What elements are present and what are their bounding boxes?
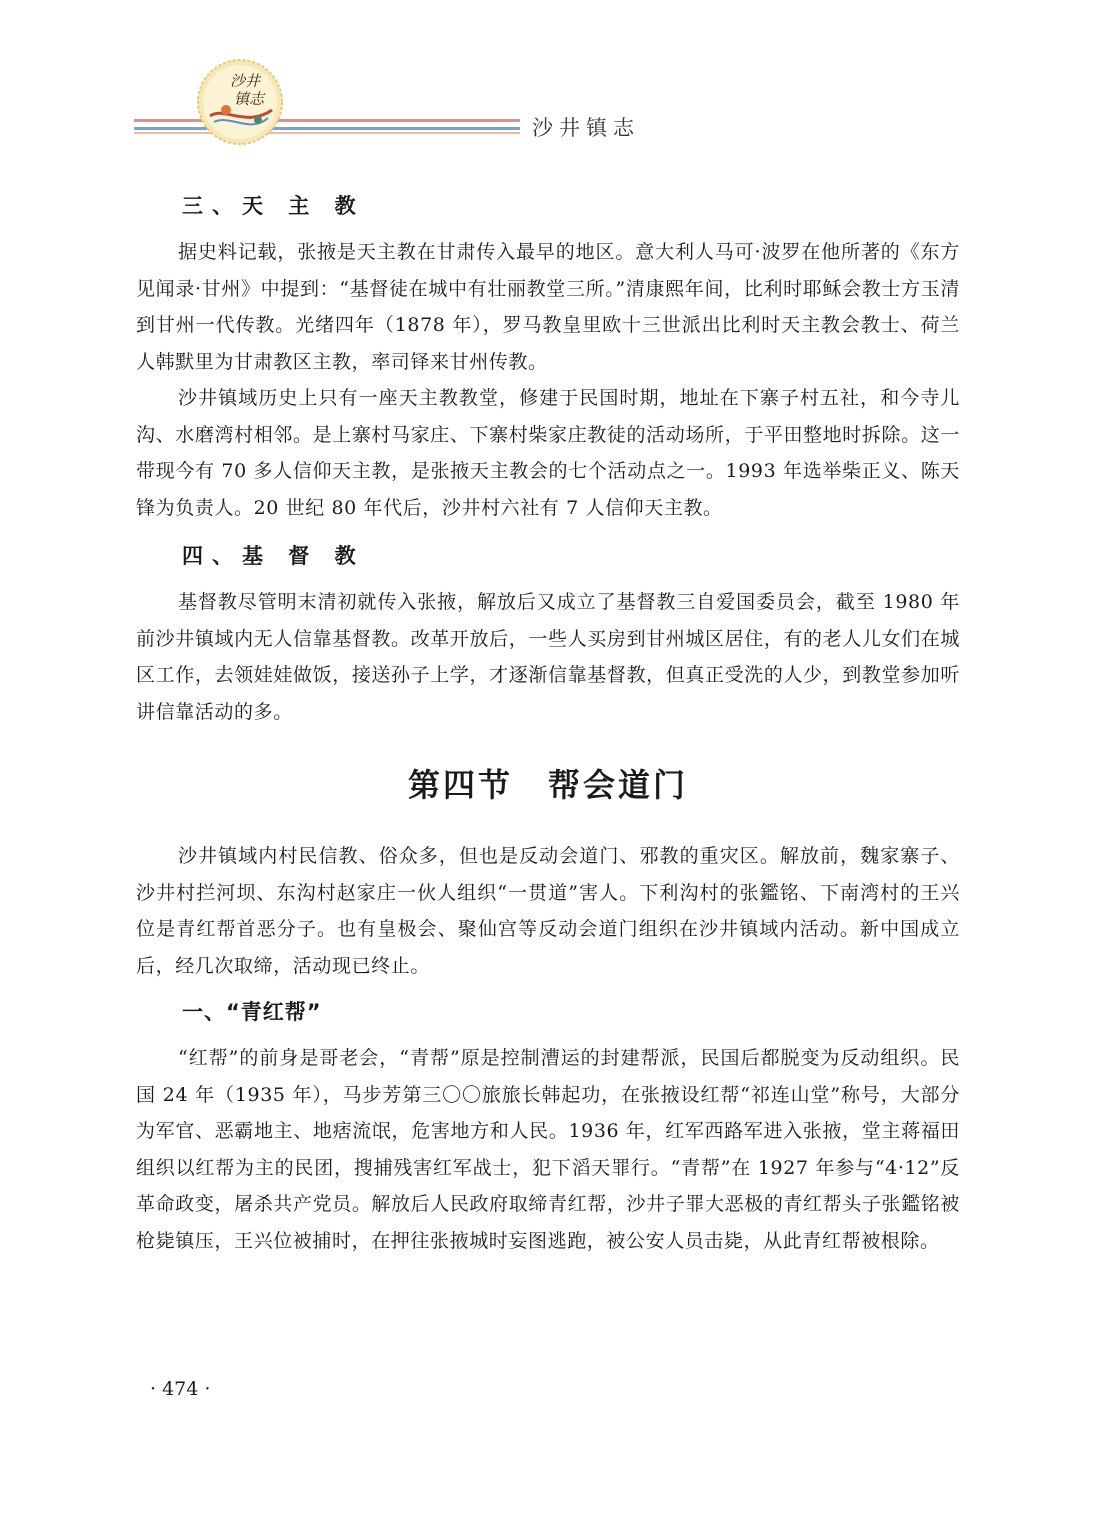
header-rule-red	[134, 119, 520, 122]
heading-qinghong: 一、“青红帮”	[182, 1000, 322, 1024]
paragraph-section-intro: 沙井镇域内村民信教、俗众多，但也是反动会道门、邪教的重灾区。解放前，魏家寨子、沙井村拦河坝、东沟村赵家庄一伙人组织“一贯道”害人。下利沟村的张鑑铭、下南湾村的王兴位是青红帮首恶分子。也有皇极会、聚仙宫等反动会道门组织在沙井镇域内活动。新中国成立后，经几次取缔，活动现已终止。	[136, 845, 960, 977]
town-gazetteer-logo-icon	[196, 58, 284, 146]
heading-christian: 四、基 督 教	[182, 544, 365, 568]
svg-text:沙井: 沙井	[230, 72, 261, 90]
header-rule-gap	[134, 124, 520, 126]
paragraph-qinghong-1: “红帮”的前身是哥老会，“青帮”原是控制漕运的封建帮派，民国后都脱变为反动组织。民国 24 年（1935 年），马步芳第三〇〇旅旅长韩起功，在张掖设红帮“祁连山堂”称号，大部分为军官、恶霸地主、地痞流氓，危害地方和人民。1936 年，红军西路军进入张掖，堂主蒋福田组织以红帮为主的民团，搜捕残害红军战士，犯下滔天罪行。“青帮”在 1927 年参与“4·12”反革命政变，屠杀共产党员。解放后人民政府取缔青红帮，沙井子罪大恶极的青红帮头子张鑑铭被枪毙镇压，王兴位被捕时，在押往张掖城时妄图逃跑，被公安人员击毙，从此青红帮被根除。	[136, 1047, 960, 1252]
paragraph-christian-1: 基督教尽管明末清初就传入张掖，解放后又成立了基督教三自爱国委员会，截至 1980 年前沙井镇域内无人信靠基督教。改革开放后，一些人买房到甘州城区居住，有的老人儿女们在城区工作，去领娃娃做饭，接送孙子上学，才逐渐信靠基督教，但真正受洗的人少，到教堂参加听讲信靠活动的多。	[136, 591, 960, 723]
page-body	[136, 186, 960, 1259]
header-title: 沙井镇志	[532, 116, 640, 140]
paragraph-catholic-1: 据史料记载，张掖是天主教在甘肃传入最早的地区。意大利人马可·波罗在他所著的《东方见闻录·甘州》中提到：“基督徒在城中有壮丽教堂三所。”清康熙年间，比利时耶稣会教士方玉清到甘州一代传教。光绪四年（1878 年），罗马教皇里欧十三世派出比利时天主教会教士、荷兰人韩默里为甘肃教区主教，率司铎来甘州传教。	[136, 241, 960, 373]
section-title: 第四节 帮会道门	[407, 766, 688, 804]
page-header	[0, 0, 1093, 150]
paragraph-catholic-2: 沙井镇域历史上只有一座天主教教堂，修建于民国时期，地址在下寨子村五社，和今寺儿沟、水磨湾村相邻。是上寨村马家庄、下寨村柴家庄教徒的活动场所，于平田整地时拆除。这一带现今有 70 多人信仰天主教，是张掖天主教会的七个活动点之一。1993 年选举柴正义、陈天锋为负责人。20 世纪 80 年代后，沙井村六社有 7 人信仰天主教。	[136, 387, 960, 519]
heading-catholic: 三、天 主 教	[182, 194, 365, 218]
svg-text:镇志: 镇志	[234, 90, 265, 108]
page-number: · 474 ·	[150, 1378, 211, 1400]
header-rule-pink	[134, 132, 520, 134]
header-rule-blue	[134, 127, 520, 130]
